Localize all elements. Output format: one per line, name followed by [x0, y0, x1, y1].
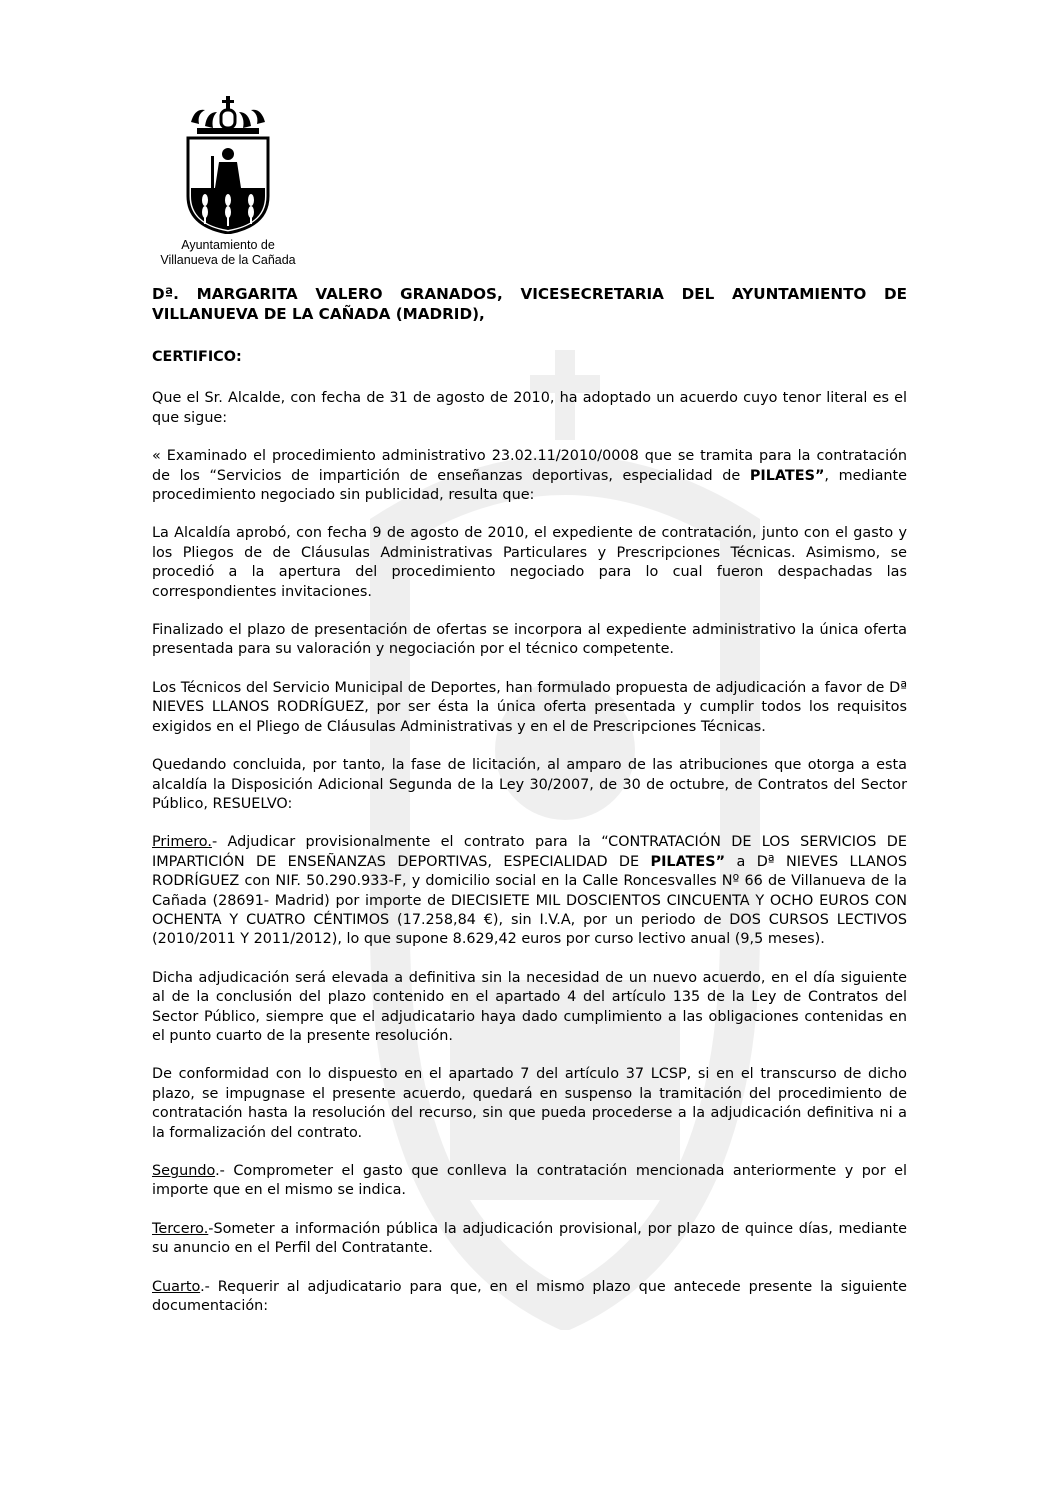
paragraph-conformidad: De conformidad con lo dispuesto en el apartado 7 del artículo 37 LCSP, si en el transcurso de dicho plazo, se impugnase el presente acuerdo, quedará en suspenso la tramitación del procedimiento de contratación hasta la resolución del recurso, sin que pueda procederse a la adjudicación definitiva ni a la formalización del contrato. [152, 1066, 907, 1141]
paragraph-cuarto [152, 1278, 907, 1317]
tercero-label: Tercero. [152, 1220, 209, 1237]
paragraph-examinado [152, 447, 907, 505]
primero-text-a: - Adjudicar provisionalmente el contrato para la “CONTRATACIÓN DE LOS SERVICIOS DE IMPARTICIÓN DE ENSEÑANZAS DEPORTIVAS, ESPECIALIDAD DE [152, 834, 907, 870]
logo-caption-line2: Villanueva de la Cañada [160, 253, 296, 267]
segundo-text: .- Comprometer el gasto que conlleva la contratación mencionada anteriormente y por el importe que en el mismo se indica. [152, 1163, 907, 1199]
document-body [152, 284, 907, 1335]
intro-paragraph: Que el Sr. Alcalde, con fecha de 31 de agosto de 2010, ha adoptado un acuerdo cuyo tenor literal es el que sigue: [152, 390, 907, 426]
p1-text-a: « Examinado el procedimiento administrativo 23.02.11/2010/0008 que se tramita para la contratación de los “Servicios de impartición de enseñanzas deportivas, especialidad de [152, 448, 907, 484]
segundo-label: Segundo [152, 1163, 216, 1179]
cuarto-text: .- Requerir al adjudicatario para que, en el mismo plazo que antecede presente la siguiente documentación: [152, 1278, 907, 1315]
coat-of-arms-icon [183, 96, 273, 234]
paragraph-tercero [152, 1220, 907, 1259]
tercero-text: -Someter a información pública la adjudicación provisional, por plazo de quince días, mediante su anuncio en el Perfil del Contratante. [152, 1220, 907, 1257]
p1-text-c: , mediante procedimiento negociado sin publicidad, resulta que: [152, 467, 908, 504]
paragraph-quedando: Quedando concluida, por tanto, la fase de licitación, al amparo de las atribuciones que otorga a esta alcaldía la Disposición Adicional Segunda de la Ley 30/2007, de 30 de octubre, de Contratos del Sector Público, RESUELVO: [152, 757, 907, 812]
primero-label: Primero. [152, 834, 212, 851]
paragraph-primero [152, 833, 907, 949]
paragraph-alcaldia: La Alcaldía aprobó, con fecha 9 de agosto de 2010, el expediente de contratación, junto con el gasto y los Pliegos de de Cláusulas Administrativas Particulares y Prescripciones Técnicas. Asimismo, se procedió a la apertura del procedimiento negociado para lo cual fueron despachadas las correspondientes invitaciones. [152, 525, 907, 600]
paragraph-tecnicos: Los Técnicos del Servicio Municipal de Deportes, han formulado propuesta de adjudicación a favor de Dª NIEVES LLANOS RODRÍGUEZ, por ser ésta la única oferta presentada y cumplir todos los requisitos exigidos en el Pliego de Cláusulas Administrativas y en el de Prescripciones Técnicas. [152, 679, 907, 735]
document-heading: Dª. MARGARITA VALERO GRANADOS, VICESECRETARIA DEL AYUNTAMIENTO DE VILLANUEVA DE LA CAÑADA (MADRID), [152, 285, 907, 323]
cuarto-label: Cuarto [152, 1278, 201, 1295]
p1-pilates: PILATES” [749, 467, 825, 484]
paragraph-dicha: Dicha adjudicación será elevada a definitiva sin la necesidad de un nuevo acuerdo, en el día siguiente al de la conclusión del plazo contenido en el apartado 4 del artículo 135 de la Ley de Contratos del Sector Público, siempre que el adjudicatario haya dado cumplimiento a las obligaciones contenidas en el punto cuarto de la presente resolución. [152, 969, 907, 1044]
municipal-logo [148, 96, 308, 266]
paragraph-segundo [152, 1162, 907, 1201]
primero-text-c: a Dª NIEVES LLANOS RODRÍGUEZ con NIF. 50.290.933-F, y domicilio social en la Calle Roncesvalles Nº 66 de Villanueva de la Cañada (28691- Madrid) por importe de DIECISIETE MIL DOSCIENTOS CINCUENTA Y OCHO EUROS CON OCHENTA Y CUATRO CÉNTIMOS (17.258,84 €), sin I.V.A, por un periodo de DOS CURSOS LECTIVOS (2010/2011 Y 2011/2012), lo que supone 8.629,42 euros por curso lectivo anual (9,5 meses). [152, 853, 907, 948]
primero-pilates: PILATES” [650, 853, 726, 870]
logo-caption-line1: Ayuntamiento de [181, 238, 275, 252]
certifico-label: CERTIFICO: [152, 349, 242, 365]
paragraph-finalizado: Finalizado el plazo de presentación de ofertas se incorpora al expediente administrativo la única oferta presentada para su valoración y negociación por el técnico competente. [152, 622, 907, 658]
